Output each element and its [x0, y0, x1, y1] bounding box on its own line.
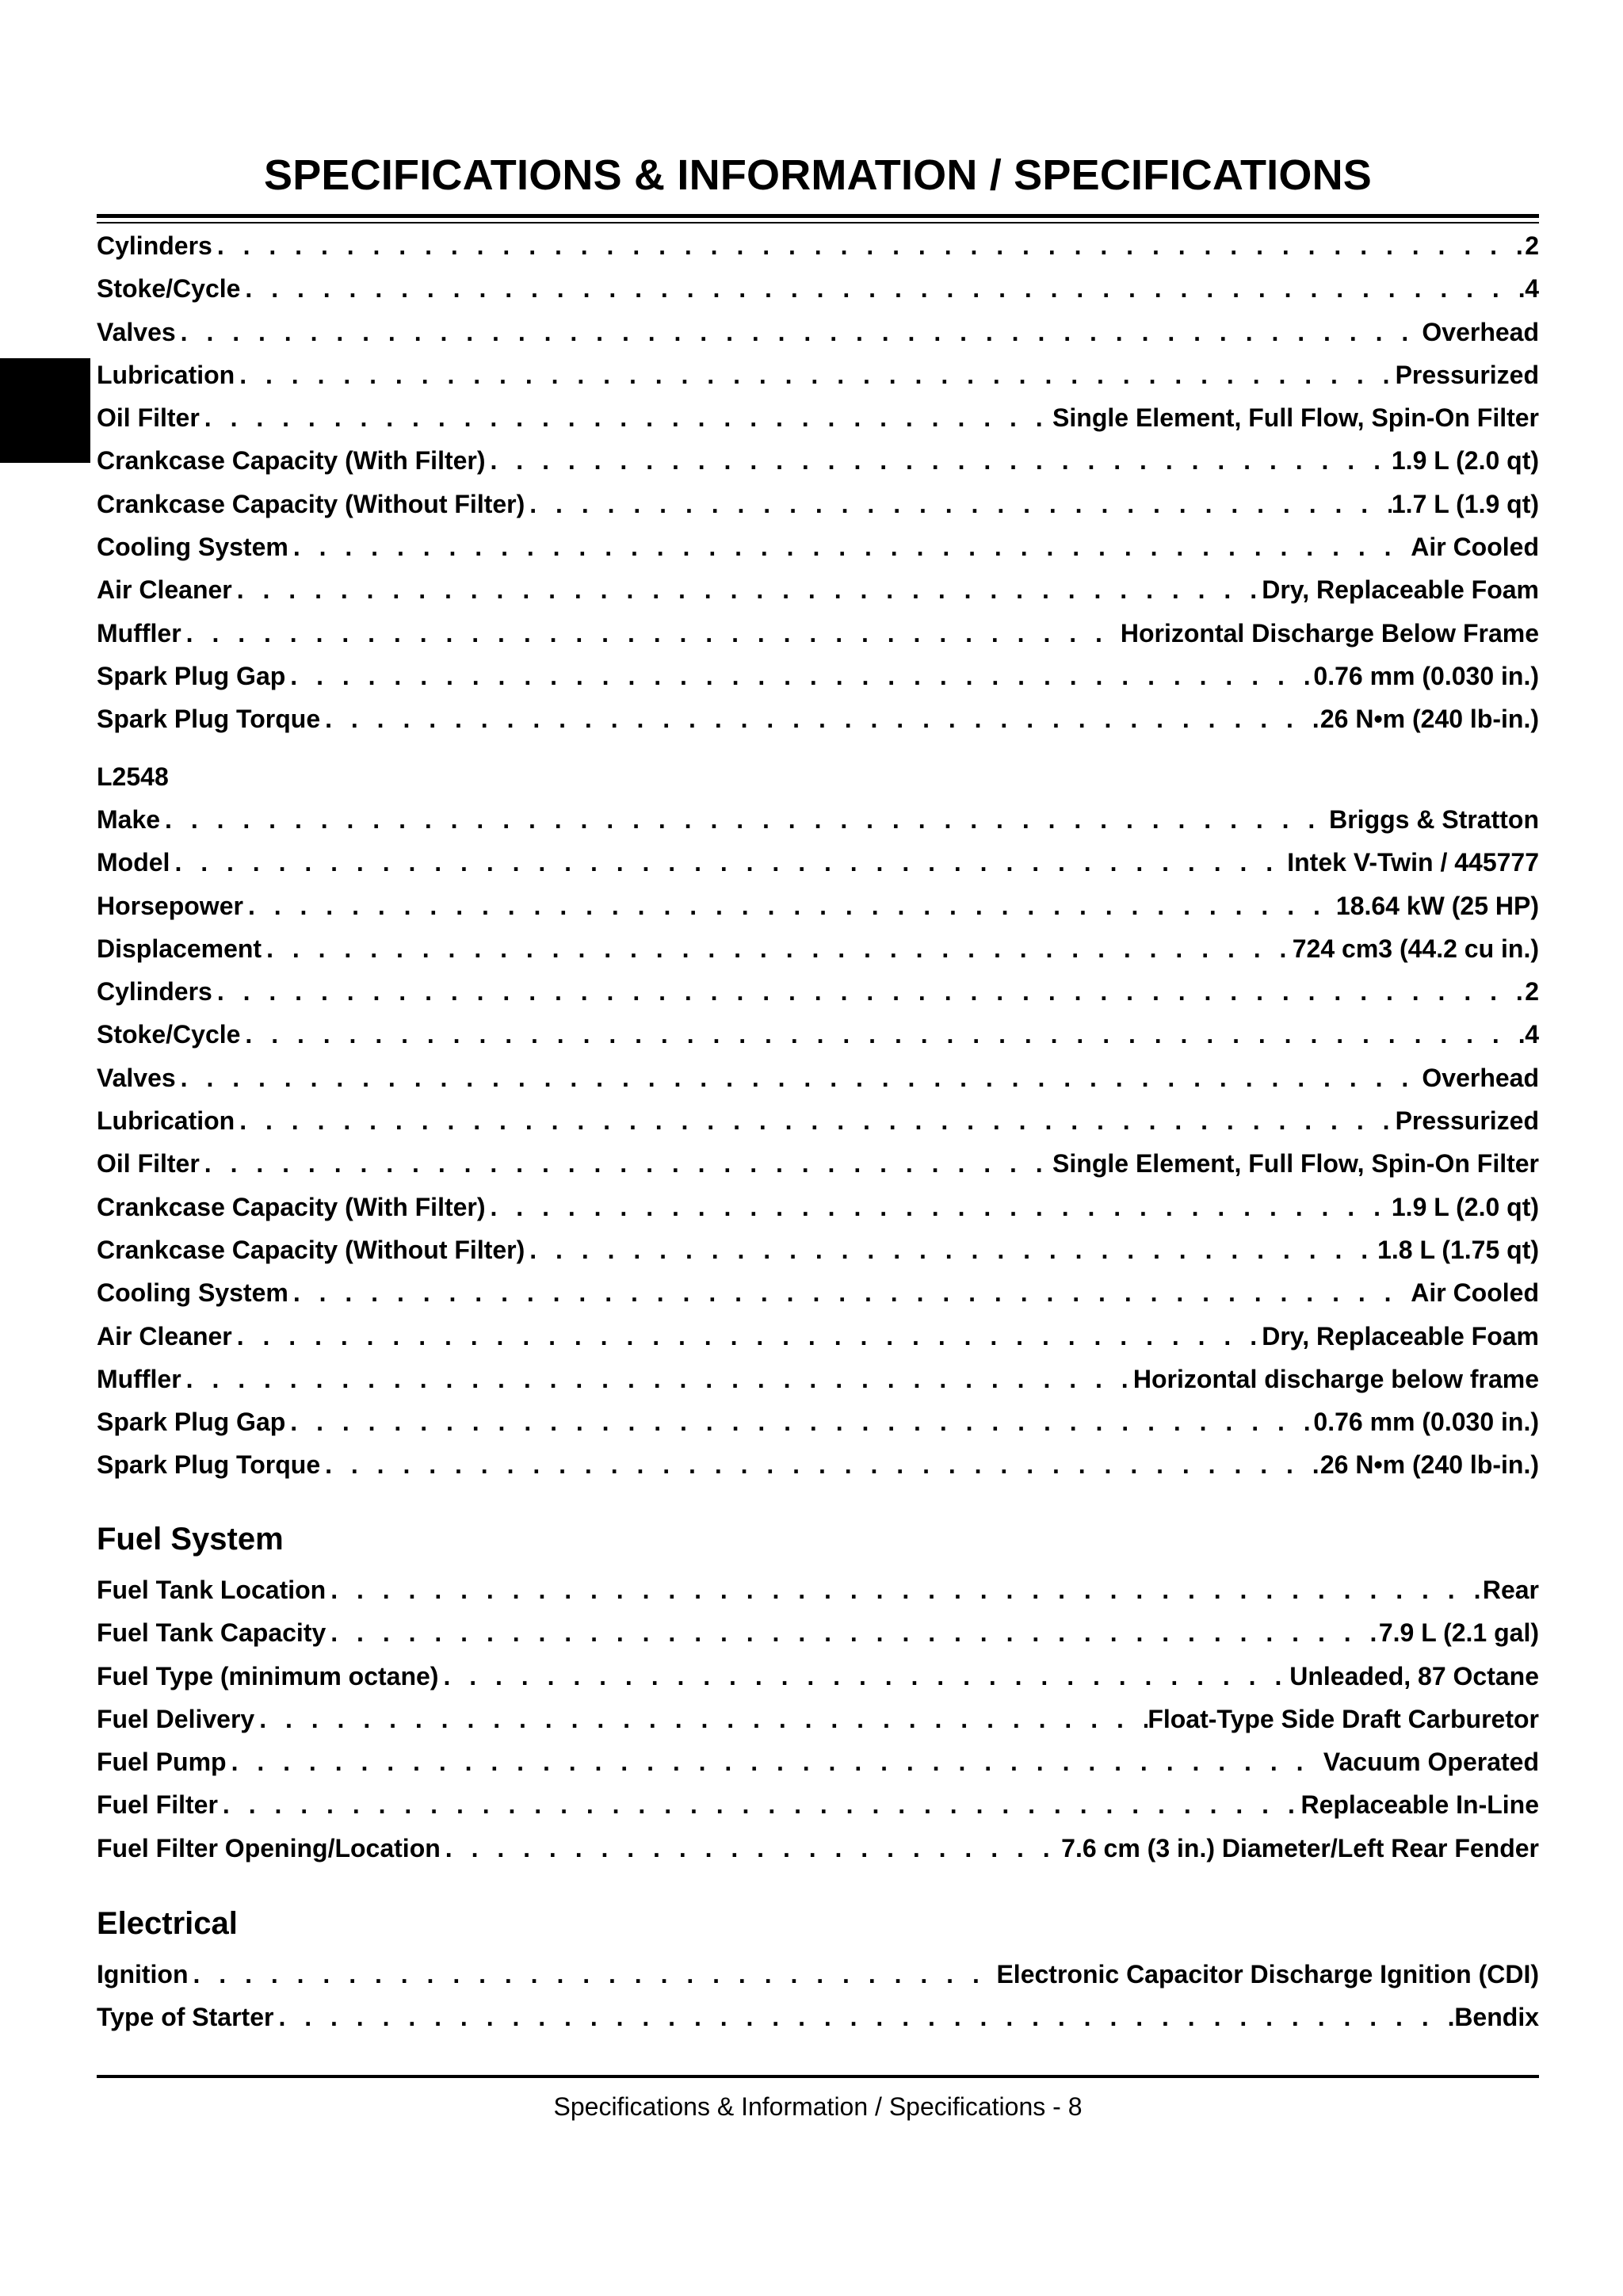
spec-value: Overhead — [1422, 1063, 1539, 1092]
spec-row — [97, 892, 1539, 934]
spec-label: Fuel Delivery — [97, 1704, 255, 1733]
spec-value: 2 — [1525, 231, 1539, 260]
fuel-system-heading: Fuel System — [97, 1522, 284, 1557]
spec-label: Spark Plug Torque — [97, 1450, 321, 1480]
spec-label: Cylinders — [97, 231, 212, 260]
spec-row — [97, 1236, 1539, 1278]
spec-row — [97, 1365, 1539, 1408]
spec-value: 724 cm3 (44.2 cu in.) — [1292, 934, 1539, 963]
leader-dots — [326, 1576, 1483, 1605]
spec-value: 1.8 L (1.75 qt) — [1377, 1235, 1539, 1264]
spec-row — [97, 662, 1539, 705]
spec-row — [97, 2003, 1539, 2046]
spec-value: 26 N•m (240 lb-in.) — [1319, 1450, 1539, 1480]
spec-row — [97, 1790, 1539, 1833]
spec-value: 0.76 mm (0.030 in.) — [1313, 661, 1539, 690]
leader-dots — [232, 575, 1262, 605]
spec-row — [97, 274, 1539, 317]
spec-row — [97, 1106, 1539, 1149]
leader-dots — [176, 318, 1423, 347]
spec-label: Spark Plug Gap — [97, 661, 286, 690]
page-title: SPECIFICATIONS & INFORMATION / SPECIFICATIONS — [263, 151, 1373, 199]
leader-dots — [200, 1149, 1052, 1179]
leader-dots — [170, 848, 1287, 877]
spec-row — [97, 1149, 1539, 1192]
spec-value: 1.9 L (2.0 qt) — [1391, 1192, 1539, 1221]
spec-value: Single Element, Full Flow, Spin-On Filter — [1052, 403, 1539, 433]
spec-value: Pressurized — [1395, 1106, 1539, 1136]
leader-dots — [212, 977, 1525, 1007]
leader-dots — [320, 705, 1320, 734]
spec-label: Cooling System — [97, 1278, 288, 1308]
spec-value: Electronic Capacitor Discharge Ignition (CDI) — [996, 1960, 1539, 1988]
title-rule-thick — [97, 214, 1539, 218]
spec-value: 7.9 L (2.1 gal) — [1378, 1618, 1539, 1648]
leader-dots — [160, 805, 1329, 835]
spec-value: Pressurized — [1395, 360, 1539, 389]
leader-dots — [525, 1236, 1377, 1265]
spec-label: Fuel Tank Capacity — [97, 1618, 327, 1648]
spec-value: Rear — [1482, 1576, 1539, 1604]
leader-dots — [227, 1748, 1323, 1777]
leader-dots — [486, 446, 1392, 476]
spec-label: Muffler — [97, 1364, 181, 1393]
leader-dots — [486, 1193, 1392, 1222]
leader-dots — [181, 619, 1121, 648]
spec-row — [97, 318, 1539, 361]
leader-dots — [232, 1322, 1262, 1351]
spec-label: Make — [97, 805, 161, 834]
spec-value: Overhead — [1422, 317, 1539, 346]
spec-row — [97, 533, 1539, 575]
spec-value: 1.7 L (1.9 qt) — [1391, 489, 1539, 518]
leader-dots — [200, 403, 1052, 433]
spec-row — [97, 1322, 1539, 1365]
spec-label: Fuel Tank Location — [97, 1576, 327, 1604]
leader-dots — [525, 490, 1392, 519]
section-tab-marker — [0, 358, 90, 463]
spec-label: Type of Starter — [97, 2003, 274, 2032]
spec-row — [97, 1960, 1539, 2003]
spec-row — [97, 1618, 1539, 1661]
spec-row — [97, 446, 1539, 489]
leader-dots — [212, 231, 1525, 261]
spec-row — [97, 705, 1539, 747]
spec-value: Intek V-Twin / 445777 — [1287, 848, 1539, 877]
spec-value: Single Element, Full Flow, Spin-On Filter — [1052, 1149, 1539, 1179]
spec-label: Spark Plug Gap — [97, 1408, 286, 1437]
spec-value: 26 N•m (240 lb-in.) — [1319, 705, 1539, 734]
spec-label: Model — [97, 848, 170, 877]
spec-value: 18.64 kW (25 HP) — [1335, 891, 1539, 920]
spec-row — [97, 1748, 1539, 1790]
spec-value: 0.76 mm (0.030 in.) — [1313, 1408, 1539, 1437]
spec-label: Crankcase Capacity (With Filter) — [97, 1192, 486, 1221]
spec-row — [97, 1064, 1539, 1106]
model-label: L2548 — [97, 762, 169, 791]
spec-label: Crankcase Capacity (With Filter) — [97, 446, 486, 476]
spec-value: Air Cooled — [1411, 533, 1539, 562]
spec-label: Fuel Type (minimum octane) — [97, 1661, 439, 1690]
spec-row — [97, 848, 1539, 891]
spec-row — [97, 1705, 1539, 1748]
spec-row — [97, 977, 1539, 1020]
engine-specs-list-a — [97, 231, 1539, 748]
spec-row — [97, 575, 1539, 618]
spec-label: Oil Filter — [97, 1149, 200, 1179]
spec-row — [97, 1576, 1539, 1618]
leader-dots — [235, 1106, 1395, 1136]
spec-value: Dry, Replaceable Foam — [1262, 1321, 1539, 1350]
spec-row — [97, 1408, 1539, 1450]
spec-row — [97, 1450, 1539, 1493]
electrical-list — [97, 1960, 1539, 2046]
leader-dots — [288, 1278, 1411, 1308]
spec-value: 2 — [1525, 977, 1539, 1007]
spec-label: Muffler — [97, 618, 181, 648]
spec-row — [97, 934, 1539, 977]
leader-dots — [243, 892, 1336, 921]
spec-label: Cylinders — [97, 977, 212, 1007]
spec-label: Valves — [97, 317, 176, 346]
leader-dots — [288, 533, 1411, 562]
leader-dots — [235, 361, 1395, 390]
title-rule-thin — [97, 222, 1539, 223]
spec-row — [97, 1020, 1539, 1063]
spec-value: 4 — [1525, 274, 1539, 304]
leader-dots — [285, 662, 1313, 691]
spec-value: Replaceable In-Line — [1300, 1790, 1539, 1820]
spec-value: Dry, Replaceable Foam — [1262, 575, 1539, 605]
spec-label: Stoke/Cycle — [97, 274, 241, 304]
leader-dots — [176, 1064, 1423, 1093]
spec-label: Air Cleaner — [97, 575, 232, 605]
spec-row — [97, 619, 1539, 662]
spec-value: Horizontal Discharge Below Frame — [1120, 618, 1539, 648]
spec-value: Briggs & Stratton — [1329, 805, 1539, 834]
spec-label: Stoke/Cycle — [97, 1020, 241, 1049]
spec-value: 1.9 L (2.0 qt) — [1391, 446, 1539, 476]
spec-label: Valves — [97, 1063, 176, 1092]
leader-dots — [262, 934, 1293, 964]
spec-row — [97, 231, 1539, 274]
leader-dots — [320, 1450, 1320, 1480]
spec-label: Fuel Filter Opening/Location — [97, 1833, 441, 1862]
spec-value: Vacuum Operated — [1323, 1748, 1539, 1777]
electrical-heading: Electrical — [97, 1906, 238, 1941]
spec-value: 4 — [1525, 1020, 1539, 1049]
leader-dots — [326, 1618, 1379, 1648]
spec-label: Lubrication — [97, 1106, 235, 1136]
leader-dots — [254, 1705, 1148, 1734]
engine-specs-list-b — [97, 805, 1539, 1494]
spec-label: Air Cleaner — [97, 1321, 232, 1350]
spec-label: Cooling System — [97, 533, 288, 562]
spec-label: Displacement — [97, 934, 262, 963]
spec-value: 7.6 cm (3 in.) Diameter/Left Rear Fender — [1061, 1833, 1539, 1862]
leader-dots — [285, 1408, 1313, 1437]
leader-dots — [240, 1020, 1525, 1049]
page-footer: Specifications & Information / Specifications - 8 — [553, 2092, 1083, 2121]
spec-value: Unleaded, 87 Octane — [1289, 1661, 1539, 1690]
spec-value: Air Cooled — [1411, 1278, 1539, 1308]
spec-label: Oil Filter — [97, 403, 200, 433]
spec-label: Lubrication — [97, 360, 235, 389]
leader-dots — [189, 1960, 997, 1989]
spec-label: Horsepower — [97, 891, 243, 920]
footer-rule — [97, 2075, 1539, 2078]
spec-label: Spark Plug Torque — [97, 705, 321, 734]
spec-value: Horizontal discharge below frame — [1132, 1364, 1539, 1393]
spec-row — [97, 361, 1539, 403]
spec-label: Crankcase Capacity (Without Filter) — [97, 489, 525, 518]
leader-dots — [218, 1790, 1301, 1820]
leader-dots — [240, 274, 1525, 304]
spec-row — [97, 1662, 1539, 1705]
spec-label: Fuel Pump — [97, 1748, 227, 1777]
spec-row — [97, 805, 1539, 848]
spec-label: Crankcase Capacity (Without Filter) — [97, 1235, 525, 1264]
spec-row — [97, 490, 1539, 533]
leader-dots — [181, 1365, 1133, 1394]
spec-label: Fuel Filter — [97, 1790, 218, 1820]
spec-value: Float-Type Side Draft Carburetor — [1148, 1704, 1539, 1733]
leader-dots — [441, 1834, 1061, 1863]
spec-value: Bendix — [1454, 2003, 1539, 2032]
spec-row — [97, 403, 1539, 446]
fuel-system-list — [97, 1576, 1539, 1877]
leader-dots — [273, 2003, 1454, 2032]
leader-dots — [438, 1662, 1289, 1691]
spec-row — [97, 1193, 1539, 1236]
spec-row — [97, 1278, 1539, 1321]
spec-label: Ignition — [97, 1960, 189, 1988]
spec-row — [97, 1834, 1539, 1877]
